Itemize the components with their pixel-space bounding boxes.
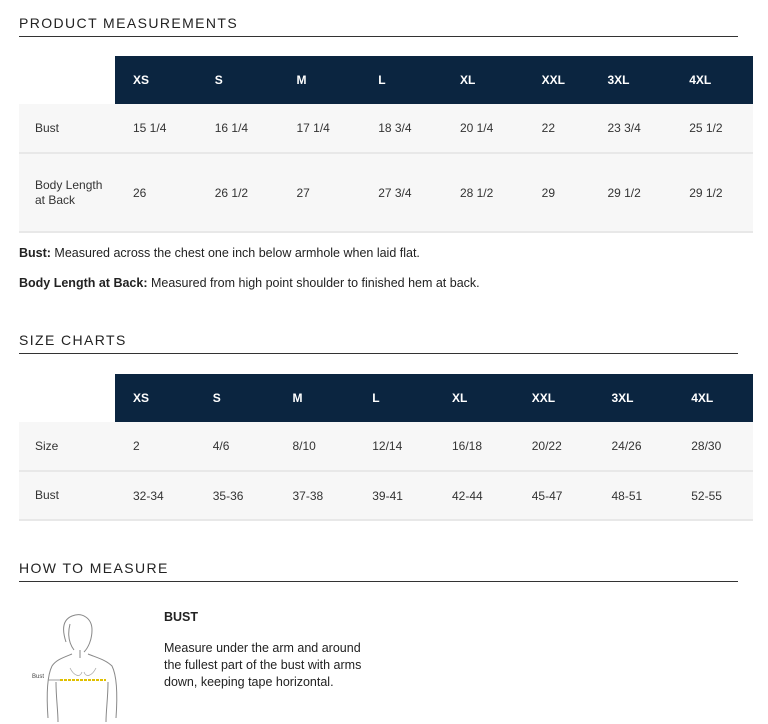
size-header: 4XL: [673, 374, 753, 422]
size-header: M: [275, 374, 355, 422]
size-header: L: [354, 374, 434, 422]
size-header: 3XL: [594, 374, 674, 422]
size-header: XXL: [524, 56, 590, 104]
table-cell: 16 1/4: [197, 104, 279, 153]
row-label: Bust: [19, 104, 115, 153]
torso-measurement-illustration: [26, 610, 136, 724]
table-cell: 24/26: [594, 422, 674, 471]
table-cell: 22: [524, 104, 590, 153]
table-cell: 28 1/2: [442, 153, 524, 232]
size-header: XS: [115, 56, 197, 104]
note-term: Bust:: [19, 246, 51, 260]
section-title-how-to-measure: HOW TO MEASURE: [19, 560, 738, 582]
table-cell: 28/30: [673, 422, 753, 471]
measure-title: BUST: [164, 610, 199, 624]
size-header: XL: [442, 56, 524, 104]
table-cell: 35-36: [195, 471, 275, 520]
table-cell: 37-38: [275, 471, 355, 520]
torso-figure-svg: [26, 610, 136, 724]
table-cell: 32-34: [115, 471, 195, 520]
table-cell: 26: [115, 153, 197, 232]
note-text: Measured across the chest one inch below armhole when laid flat.: [50, 246, 420, 260]
note-bust: [19, 246, 420, 260]
table-row: [19, 153, 753, 232]
section-title-product-measurements: PRODUCT MEASUREMENTS: [19, 15, 738, 37]
table-cell: 52-55: [673, 471, 753, 520]
table-cell: 29: [524, 153, 590, 232]
table-cell: 27: [278, 153, 360, 232]
table-cell: 15 1/4: [115, 104, 197, 153]
row-label: Bust: [19, 471, 115, 520]
header-blank-cell: [19, 374, 115, 422]
table-cell: 16/18: [434, 422, 514, 471]
size-header: XS: [115, 374, 195, 422]
table-cell: 27 3/4: [360, 153, 442, 232]
table-cell: 20/22: [514, 422, 594, 471]
table-row: [19, 104, 753, 153]
table-cell: 45-47: [514, 471, 594, 520]
section-title-size-charts: SIZE CHARTS: [19, 332, 738, 354]
size-header: S: [195, 374, 275, 422]
table-header-row: [19, 56, 753, 104]
size-header: XXL: [514, 374, 594, 422]
table-row: [19, 471, 753, 520]
note-body-length: [19, 276, 480, 290]
table-cell: 26 1/2: [197, 153, 279, 232]
table-cell: 8/10: [275, 422, 355, 471]
size-header: 3XL: [589, 56, 671, 104]
row-label: Size: [19, 422, 115, 471]
table-cell: 42-44: [434, 471, 514, 520]
figure-label: Bust: [32, 674, 45, 680]
table-cell: 17 1/4: [278, 104, 360, 153]
table-cell: 12/14: [354, 422, 434, 471]
size-header: L: [360, 56, 442, 104]
size-chart-table: [19, 374, 753, 521]
header-blank-cell: [19, 56, 115, 104]
product-measurements-table: [19, 56, 753, 233]
table-cell: 29 1/2: [671, 153, 753, 232]
table-cell: 23 3/4: [589, 104, 671, 153]
row-label: Body Length at Back: [19, 153, 115, 232]
table-cell: 20 1/4: [442, 104, 524, 153]
table-cell: 25 1/2: [671, 104, 753, 153]
table-cell: 48-51: [594, 471, 674, 520]
table-row: [19, 422, 753, 471]
table-cell: 18 3/4: [360, 104, 442, 153]
table-header-row: [19, 374, 753, 422]
size-header: 4XL: [671, 56, 753, 104]
measure-instructions: Measure under the arm and around the fullest part of the bust with arms down, keeping tape horizontal.: [164, 641, 362, 689]
table-cell: 39-41: [354, 471, 434, 520]
note-term: Body Length at Back:: [19, 276, 148, 290]
size-header: M: [278, 56, 360, 104]
table-cell: 2: [115, 422, 195, 471]
table-cell: 29 1/2: [589, 153, 671, 232]
table-cell: 4/6: [195, 422, 275, 471]
note-text: Measured from high point shoulder to finished hem at back.: [147, 276, 480, 290]
size-header: XL: [434, 374, 514, 422]
size-header: S: [197, 56, 279, 104]
